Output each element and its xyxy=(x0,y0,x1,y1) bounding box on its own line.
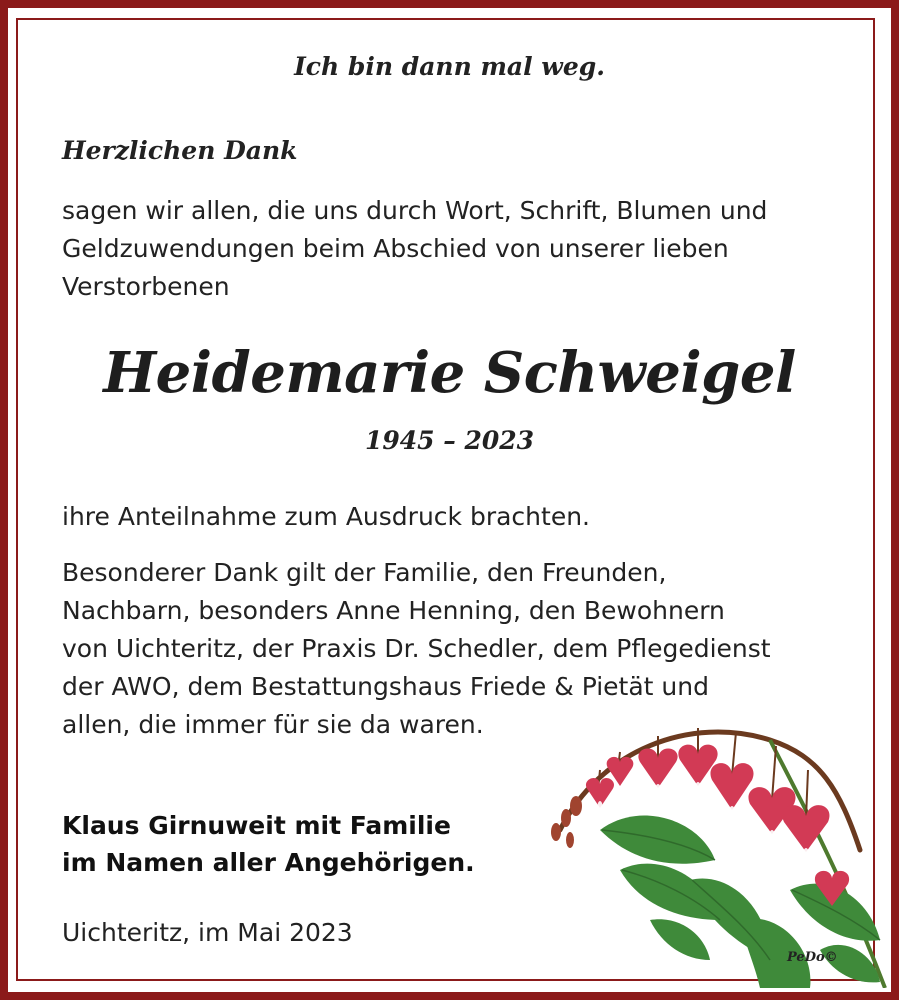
signature xyxy=(62,807,475,881)
thanks-heading: Herzlichen Dank xyxy=(62,136,298,165)
signature-line: Klaus Girnuweit mit Familie xyxy=(62,811,451,840)
intro-line: Geldzuwendungen beim Abschied von unserer lieben xyxy=(62,234,729,263)
special-thanks-line: Besonderer Dank gilt der Familie, den Freunden, xyxy=(62,558,667,587)
deceased-name: Heidemarie Schweigel xyxy=(103,340,796,406)
intro-line: Verstorbenen xyxy=(62,272,230,301)
closing-line: ihre Anteilnahme zum Ausdruck brachten. xyxy=(62,502,590,531)
special-thanks-line: der AWO, dem Bestattungshaus Friede & Pietät und xyxy=(62,672,709,701)
bleeding-heart-flower-image xyxy=(540,720,892,988)
intro-text xyxy=(62,192,862,306)
life-dates: 1945 – 2023 xyxy=(364,426,535,455)
place-date: Uichteritz, im Mai 2023 xyxy=(62,918,353,947)
intro-line: sagen wir allen, die uns durch Wort, Schrift, Blumen und xyxy=(62,196,768,225)
artist-mark: PeDo© xyxy=(787,950,838,965)
special-thanks xyxy=(62,554,771,744)
special-thanks-line: allen, die immer für sie da waren. xyxy=(62,710,484,739)
signature-line: im Namen aller Angehörigen. xyxy=(62,848,475,877)
special-thanks-line: von Uichteritz, der Praxis Dr. Schedler, dem Pflegedienst xyxy=(62,634,771,663)
motto: Ich bin dann mal weg. xyxy=(294,52,605,81)
special-thanks-line: Nachbarn, besonders Anne Henning, den Bewohnern xyxy=(62,596,725,625)
